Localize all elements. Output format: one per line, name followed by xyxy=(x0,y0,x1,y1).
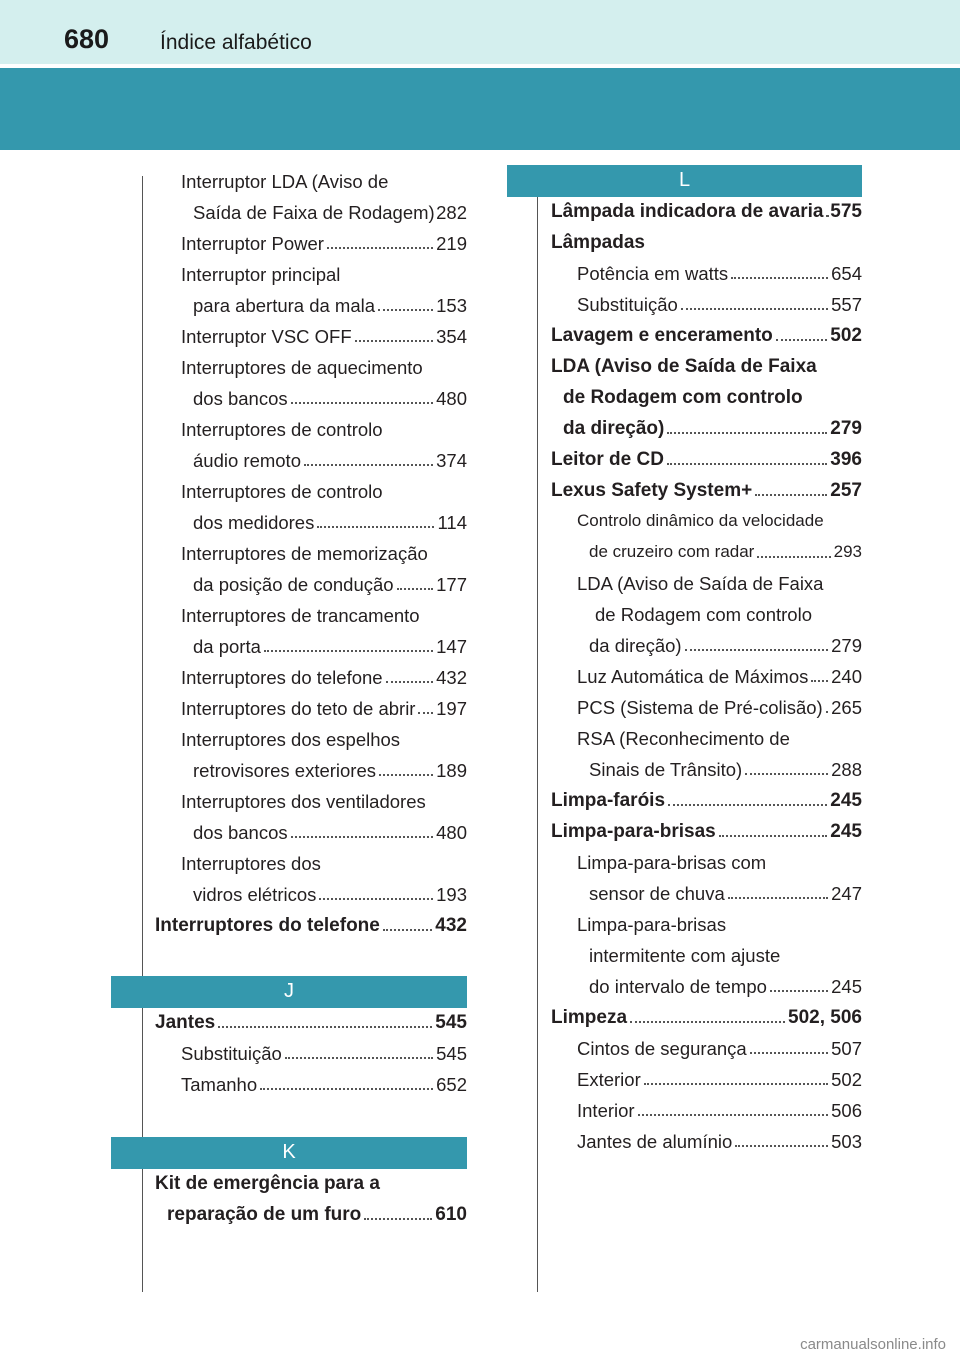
index-entry xyxy=(155,508,467,539)
index-entry xyxy=(155,601,467,632)
dot-leader xyxy=(327,247,433,249)
index-entry xyxy=(551,383,862,414)
dot-leader xyxy=(364,1218,432,1220)
index-entry-text: de Rodagem com controlo xyxy=(563,387,803,408)
index-entry-page: 507 xyxy=(831,1038,862,1059)
dot-leader xyxy=(378,309,433,311)
index-entry xyxy=(155,477,467,508)
dot-leader xyxy=(826,711,828,713)
index-entry xyxy=(551,786,862,817)
dot-leader xyxy=(731,277,828,279)
index-entry-page: 279 xyxy=(830,418,862,439)
index-entry xyxy=(551,755,862,786)
index-entry-page: 545 xyxy=(436,1043,467,1064)
index-entry xyxy=(155,756,467,787)
dot-leader xyxy=(735,1145,828,1147)
index-entry xyxy=(155,632,467,663)
dot-leader xyxy=(386,681,433,683)
index-entry-text: da direção) xyxy=(563,418,665,439)
index-entry xyxy=(551,910,862,941)
index-entry xyxy=(551,321,862,352)
watermark: carmanualsonline.info xyxy=(800,1336,946,1353)
section-header-j xyxy=(111,976,467,1008)
dot-leader xyxy=(745,773,828,775)
index-entry-text: Interruptores de controlo xyxy=(181,481,383,502)
page-title: Índice alfabético xyxy=(160,31,312,54)
index-entry xyxy=(155,911,467,942)
index-entry-text: Interruptores de aquecimento xyxy=(181,357,423,378)
index-entry xyxy=(155,229,467,260)
dot-leader xyxy=(319,898,433,900)
index-entry-page: 480 xyxy=(436,388,467,409)
index-entry-text: Interruptores dos espelhos xyxy=(181,729,401,750)
index-entry-text: Interruptor VSC OFF xyxy=(181,326,352,347)
dot-leader xyxy=(681,308,828,310)
index-entry-page: 503 xyxy=(831,1131,862,1152)
page-number: 680 xyxy=(64,24,110,54)
index-entry-text: Saída de Faixa de Rodagem) xyxy=(193,202,435,223)
dot-leader xyxy=(667,432,827,434)
section-letter-k: K xyxy=(282,1141,296,1163)
index-entry-page: 502 xyxy=(831,1069,862,1090)
index-entry-page: 245 xyxy=(830,790,862,811)
index-entry xyxy=(551,631,862,662)
index-entry-page: 114 xyxy=(437,512,467,533)
index-entry-text: Leitor de CD xyxy=(551,449,664,470)
index-entry xyxy=(551,1065,862,1096)
left-column xyxy=(155,167,467,1231)
index-entry-page: 219 xyxy=(436,233,467,254)
index-entry xyxy=(155,1169,467,1200)
index-entry xyxy=(551,600,862,631)
index-entry-page: 177 xyxy=(436,574,467,595)
index-entry-text: Interruptores dos xyxy=(181,853,321,874)
index-entry-text: vidros elétricos xyxy=(193,884,317,905)
section-letter-l: L xyxy=(678,169,691,191)
index-entry-page: 432 xyxy=(436,667,467,688)
index-entry xyxy=(155,291,467,322)
index-list-k xyxy=(155,1169,467,1231)
dot-leader xyxy=(285,1057,433,1059)
index-entry xyxy=(551,1127,862,1158)
section-header-k xyxy=(111,1137,467,1169)
index-entry-text: para abertura da mala xyxy=(193,295,376,316)
index-entry xyxy=(155,880,467,911)
dot-leader xyxy=(638,1114,828,1116)
index-entry xyxy=(551,1003,862,1034)
index-entry-page: 282 xyxy=(436,202,467,223)
index-entry-page: 293 xyxy=(833,542,862,561)
index-entry-text: Limpa-para-brisas xyxy=(551,821,716,842)
index-entry xyxy=(551,1096,862,1127)
index-entry-text: Luz Automática de Máximos xyxy=(577,666,809,687)
dot-leader xyxy=(811,680,828,682)
dot-leader xyxy=(728,897,828,899)
index-entry-text: Jantes xyxy=(155,1012,216,1033)
index-entry xyxy=(551,817,862,848)
dot-leader xyxy=(304,464,433,466)
index-entry-text: PCS (Sistema de Pré-colisão) xyxy=(577,697,823,718)
index-entry-text: Tamanho xyxy=(181,1074,258,1095)
dot-leader xyxy=(397,588,433,590)
dot-leader xyxy=(757,556,831,558)
index-entry xyxy=(155,663,467,694)
index-entry-page: 502 xyxy=(830,325,862,346)
index-entry-page: 652 xyxy=(436,1074,467,1095)
index-entry-text: Limpa-para-brisas xyxy=(577,914,727,935)
index-entry-page: 545 xyxy=(435,1012,467,1033)
dot-leader xyxy=(630,1021,785,1023)
index-entry xyxy=(551,197,862,228)
index-entry-text: da posição de condução xyxy=(193,574,394,595)
index-entry-page: 153 xyxy=(436,295,467,316)
index-entry-text: áudio remoto xyxy=(193,450,301,471)
index-entry xyxy=(551,259,862,290)
index-entry-text: Substituição xyxy=(181,1043,282,1064)
index-entry-page: 654 xyxy=(831,263,862,284)
index-entry-text: Limpeza xyxy=(551,1007,628,1028)
index-entry-text: dos bancos xyxy=(193,822,288,843)
dot-leader xyxy=(260,1088,433,1090)
index-entry-text: Interruptores dos ventiladores xyxy=(181,791,426,812)
index-entry-page: 193 xyxy=(436,884,467,905)
index-entry xyxy=(551,507,862,538)
index-entry xyxy=(155,167,467,198)
index-entry xyxy=(155,260,467,291)
right-column-rule xyxy=(537,176,538,1292)
index-entry-page: 288 xyxy=(831,759,862,780)
left-column-rule xyxy=(142,176,143,1292)
index-entry-text: Interruptor principal xyxy=(181,264,341,285)
dot-leader xyxy=(379,774,433,776)
dot-leader xyxy=(291,402,433,404)
index-entry-page: 265 xyxy=(831,697,862,718)
index-entry xyxy=(551,414,862,445)
dot-leader xyxy=(668,804,827,806)
index-entry-text: da direção) xyxy=(589,635,682,656)
index-entry-page: 557 xyxy=(831,294,862,315)
index-entry-text: Interruptores de memorização xyxy=(181,543,428,564)
index-entry xyxy=(155,570,467,601)
index-entry-page: 575 xyxy=(830,201,862,222)
index-entry-text: intermitente com ajuste xyxy=(589,945,781,966)
index-entry xyxy=(551,724,862,755)
index-entry-page: 354 xyxy=(436,326,467,347)
header-bar xyxy=(0,0,960,64)
dot-leader xyxy=(826,215,827,217)
dot-leader xyxy=(770,990,828,992)
dot-leader xyxy=(291,836,433,838)
index-entry xyxy=(155,818,467,849)
index-entry xyxy=(155,446,467,477)
index-entry-text: Interruptores do telefone xyxy=(155,915,380,936)
index-entry-page: 279 xyxy=(831,635,862,656)
index-entry-text: Cintos de segurança xyxy=(577,1038,747,1059)
index-entry-text: Substituição xyxy=(577,294,678,315)
index-entry-text: dos bancos xyxy=(193,388,288,409)
dot-leader xyxy=(755,494,827,496)
index-entry xyxy=(551,569,862,600)
index-entry-text: Jantes de alumínio xyxy=(577,1131,733,1152)
dot-leader xyxy=(317,526,434,528)
index-list-l xyxy=(551,197,862,1158)
index-entry-text: LDA (Aviso de Saída de Faixa xyxy=(577,573,824,594)
index-entry xyxy=(551,693,862,724)
index-entry xyxy=(155,787,467,818)
index-entry-text: Interruptores de controlo xyxy=(181,419,383,440)
index-entry-text: de cruzeiro com radar xyxy=(589,542,755,561)
index-entry xyxy=(155,694,467,725)
index-entry-text: Controlo dinâmico da velocidade xyxy=(577,511,824,530)
index-list-j xyxy=(155,1008,467,1101)
index-entry-page: 245 xyxy=(831,976,862,997)
index-entry xyxy=(551,290,862,321)
index-entry-page: 189 xyxy=(436,760,467,781)
dot-leader xyxy=(667,463,827,465)
index-entry xyxy=(155,849,467,880)
index-entry xyxy=(155,198,467,229)
index-entry-text: Sinais de Trânsito) xyxy=(589,759,743,780)
index-entry-text: retrovisores exteriores xyxy=(193,760,377,781)
index-entry-text: do intervalo de tempo xyxy=(589,976,767,997)
dot-leader xyxy=(218,1026,432,1028)
index-entry xyxy=(155,415,467,446)
index-entry-page: 247 xyxy=(831,883,862,904)
index-entry xyxy=(155,322,467,353)
index-entry xyxy=(155,1039,467,1070)
index-entry xyxy=(551,941,862,972)
index-entry-page: 610 xyxy=(435,1204,467,1225)
dot-leader xyxy=(776,339,827,341)
index-entry-text: Potência em watts xyxy=(577,263,729,284)
dot-leader xyxy=(355,340,433,342)
index-entry-page: 257 xyxy=(830,480,862,501)
index-entry-text: RSA (Reconhecimento de xyxy=(577,728,790,749)
index-entry xyxy=(155,1200,467,1231)
index-entry xyxy=(155,353,467,384)
index-entry xyxy=(551,352,862,383)
index-entry-text: Limpa-faróis xyxy=(551,790,666,811)
index-entry-text: sensor de chuva xyxy=(589,883,725,904)
index-entry-text: Lâmpada indicadora de avaria xyxy=(551,201,824,222)
index-entry-text: Lâmpadas xyxy=(551,232,645,253)
index-entry xyxy=(551,972,862,1003)
index-entry xyxy=(551,538,862,569)
index-entry-page: 374 xyxy=(436,450,467,471)
index-entry-page: 480 xyxy=(436,822,467,843)
index-entry-text: Kit de emergência para a xyxy=(155,1173,380,1194)
index-entry xyxy=(155,1070,467,1101)
index-entry-page: 245 xyxy=(830,821,862,842)
index-entry xyxy=(155,725,467,756)
index-entry-text: Limpa-para-brisas com xyxy=(577,852,767,873)
index-entry xyxy=(551,662,862,693)
index-entry-text: Interruptores do teto de abrir xyxy=(181,698,416,719)
dot-leader xyxy=(685,649,828,651)
index-entry-page: 240 xyxy=(831,666,862,687)
index-entry xyxy=(551,879,862,910)
index-entry xyxy=(155,539,467,570)
index-entry-text: Interior xyxy=(577,1100,635,1121)
index-list-i xyxy=(155,167,467,942)
dot-leader xyxy=(264,650,433,652)
index-entry xyxy=(551,228,862,259)
dot-leader xyxy=(750,1052,828,1054)
dot-leader xyxy=(383,929,432,931)
index-entry xyxy=(155,384,467,415)
index-entry xyxy=(551,1034,862,1065)
index-entry xyxy=(551,445,862,476)
index-entry-page: 432 xyxy=(435,915,467,936)
dot-leader xyxy=(644,1083,828,1085)
index-entry-page: 506 xyxy=(831,1100,862,1121)
index-entry-text: Interruptor Power xyxy=(181,233,324,254)
index-entry-text: Interruptores do telefone xyxy=(181,667,383,688)
index-entry-page: 147 xyxy=(436,636,467,657)
index-entry-text: de Rodagem com controlo xyxy=(595,604,812,625)
section-header-l xyxy=(507,165,862,197)
dot-leader xyxy=(418,712,433,714)
index-entry-text: Lavagem e enceramento xyxy=(551,325,773,346)
header-band xyxy=(0,68,960,150)
index-entry xyxy=(551,476,862,507)
dot-leader xyxy=(719,835,827,837)
index-entry-text: LDA (Aviso de Saída de Faixa xyxy=(551,356,817,377)
section-letter-j: J xyxy=(284,980,294,1002)
index-entry-text: Interruptores de trancamento xyxy=(181,605,420,626)
index-entry-page: 502, 506 xyxy=(788,1007,862,1028)
index-entry-text: da porta xyxy=(193,636,261,657)
index-entry xyxy=(155,1008,467,1039)
index-entry-page: 396 xyxy=(830,449,862,470)
index-entry-text: Exterior xyxy=(577,1069,641,1090)
index-entry-text: Lexus Safety System+ xyxy=(551,480,753,501)
index-entry-text: Interruptor LDA (Aviso de xyxy=(181,171,389,192)
index-entry xyxy=(551,848,862,879)
index-entry-text: reparação de um furo xyxy=(167,1204,362,1225)
index-entry-text: dos medidores xyxy=(193,512,315,533)
index-entry-page: 197 xyxy=(436,698,467,719)
right-column xyxy=(551,165,862,1158)
